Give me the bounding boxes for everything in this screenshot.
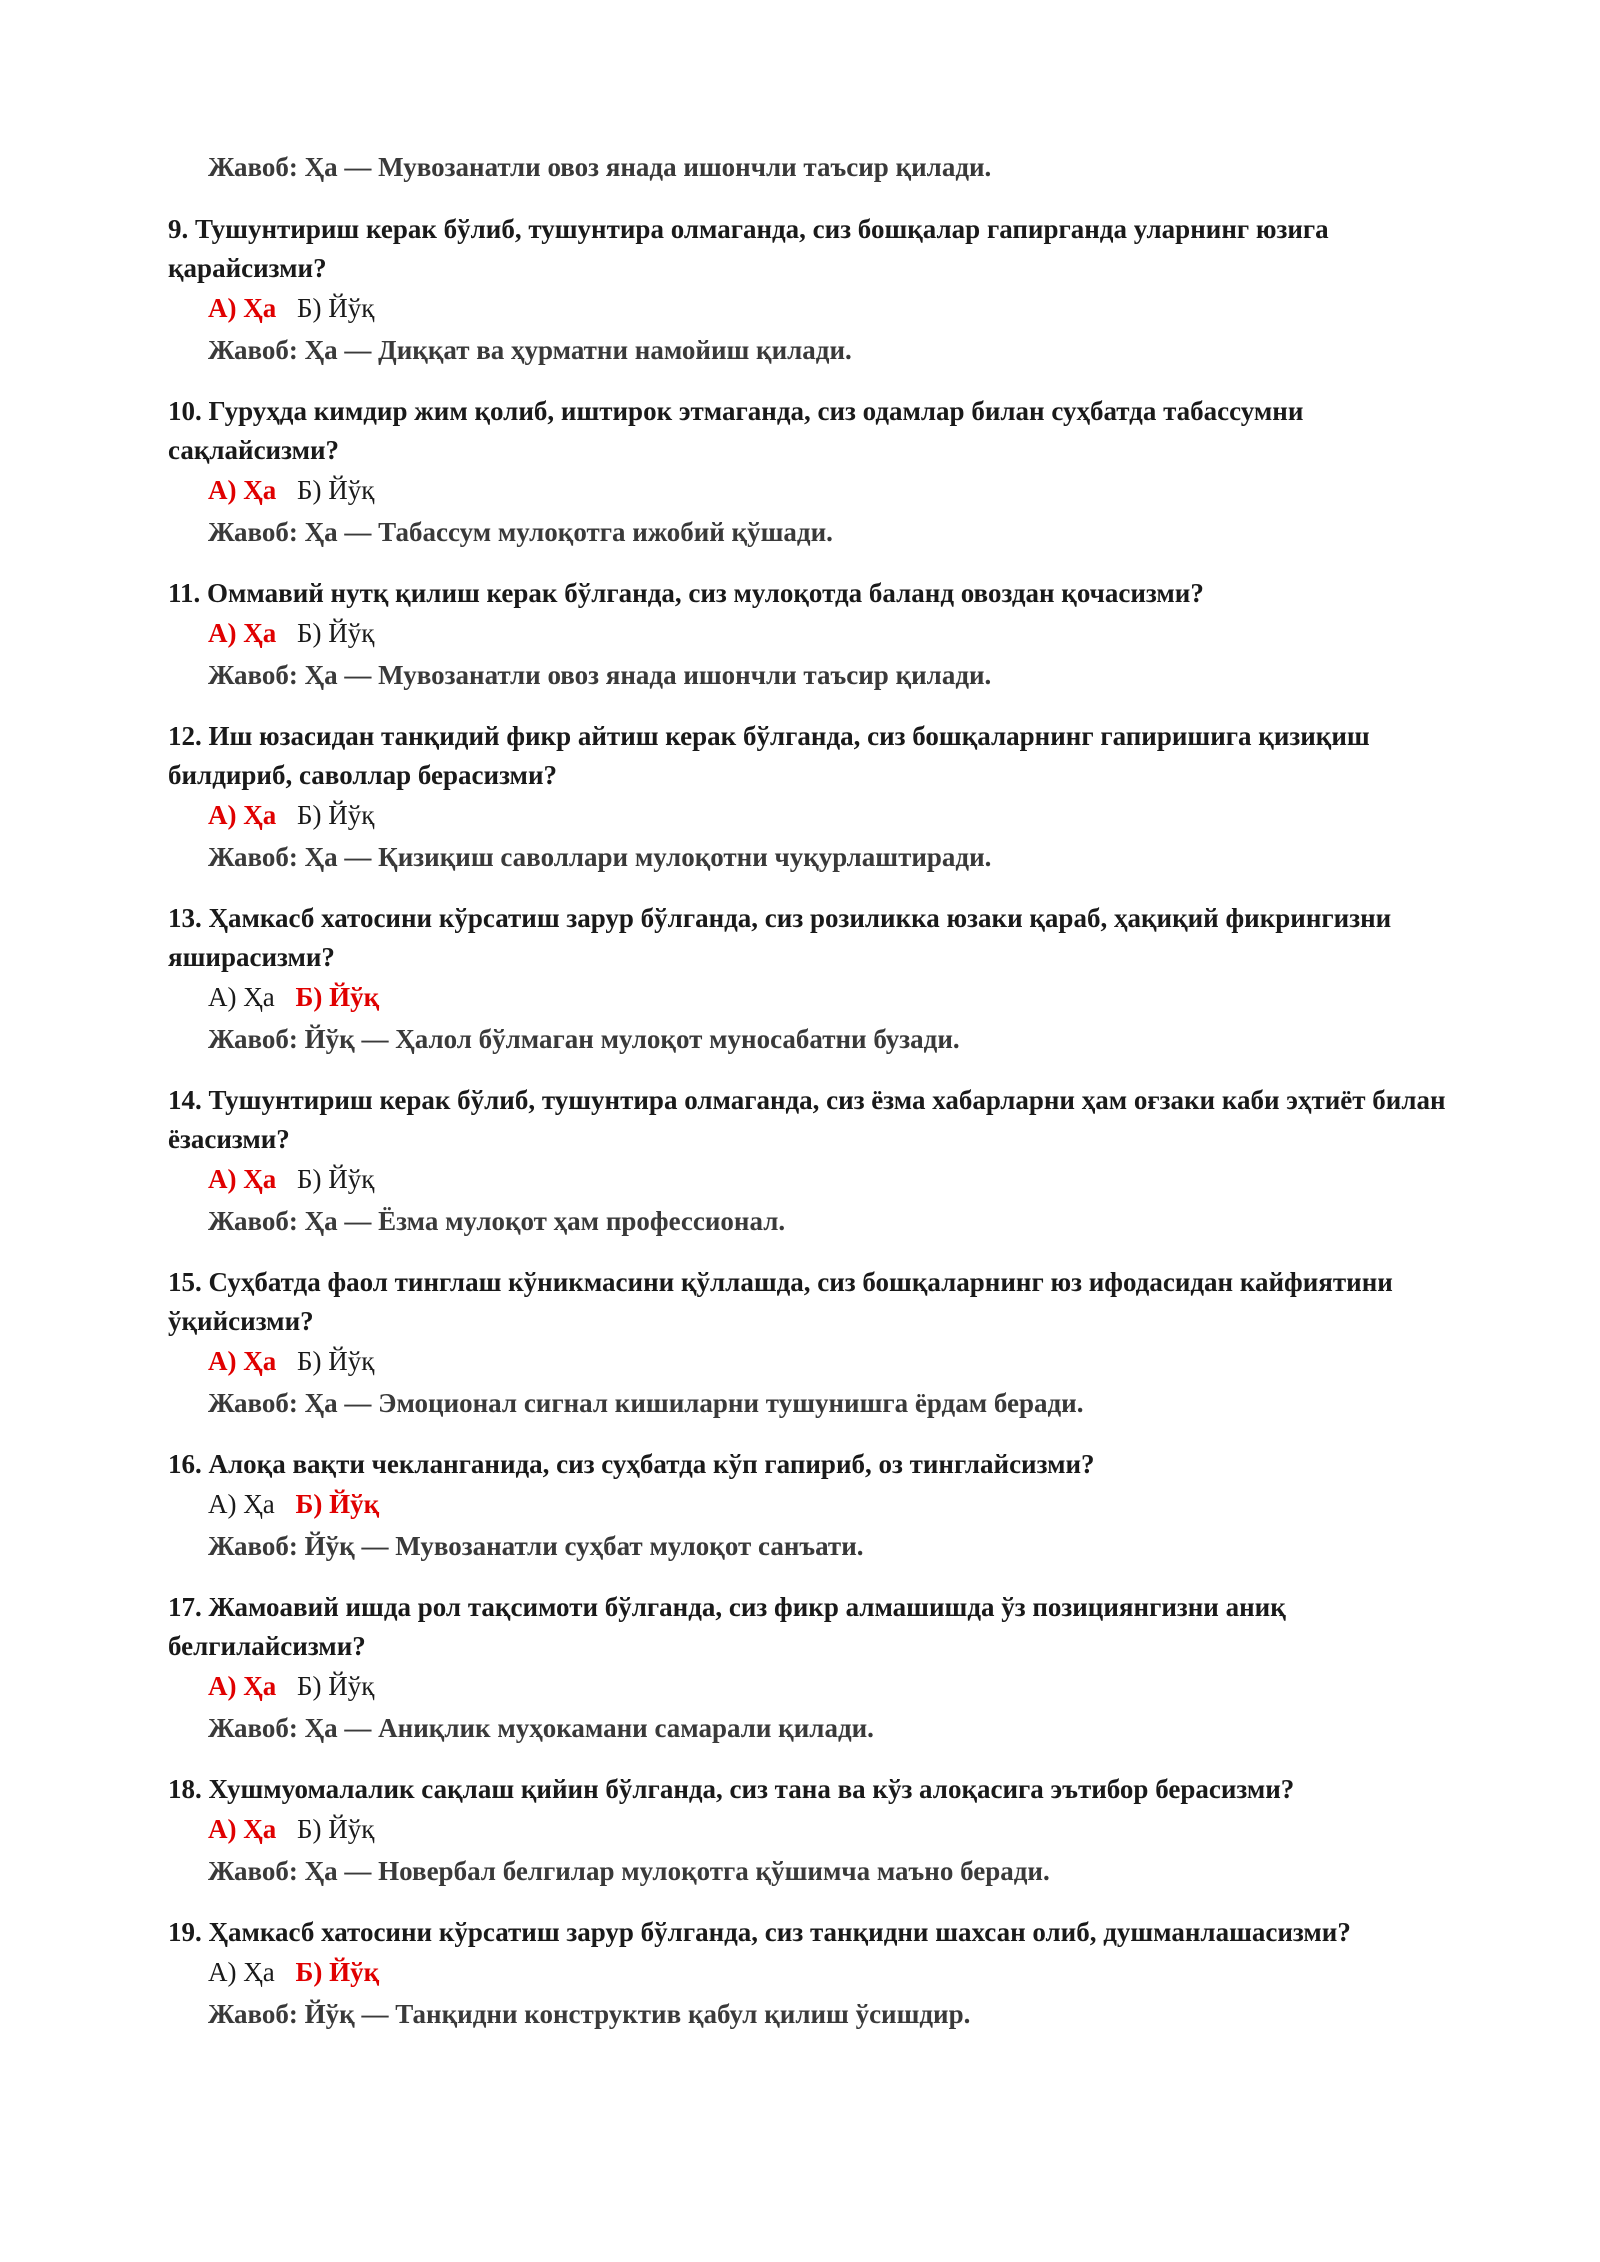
option-a: А) Ҳа	[208, 1346, 277, 1376]
answer-text: Жавоб: Йўқ — Танқидни конструктив қабул қилиш ўсишдир.	[208, 1999, 971, 2029]
question-item	[168, 210, 1468, 372]
option-b: Б) Йўқ	[295, 1489, 380, 1519]
question-text: 12. Иш юзасидан танқидий фикр айтиш керак бўлганда, сиз бошқаларнинг гапиришига қизиқиш билдириб, саволлар берасизми?	[168, 721, 1370, 790]
question-item	[168, 392, 1468, 554]
question-list	[168, 210, 1468, 2056]
question-item	[168, 574, 1468, 697]
answer-text: Жавоб: Ҳа — Мувозанатли овоз янада ишончли таъсир қилади.	[208, 152, 992, 182]
option-b: Б) Йўқ	[297, 618, 375, 648]
answer-text: Жавоб: Ҳа — Табассум мулоқотга ижобий қўшади.	[208, 517, 833, 547]
options-row	[168, 470, 1468, 510]
option-b: Б) Йўқ	[297, 475, 375, 505]
question-item	[168, 1263, 1468, 1425]
option-b: Б) Йўқ	[297, 293, 375, 323]
question-item	[168, 1445, 1468, 1568]
question-text: 17. Жамоавий ишда рол тақсимоти бўлганда, сиз фикр алмашишда ўз позициянгизни аниқ белгилайсизми?	[168, 1592, 1286, 1661]
answer-text: Жавоб: Йўқ — Мувозанатли суҳбат мулоқот санъати.	[208, 1531, 864, 1561]
answer-text: Жавоб: Ҳа — Аниқлик муҳокамани самарали қилади.	[208, 1713, 874, 1743]
question-item	[168, 1588, 1468, 1750]
answer-text: Жавоб: Ҳа — Новербал белгилар мулоқотга қўшимча маъно беради.	[208, 1856, 1050, 1886]
option-b: Б) Йўқ	[297, 1671, 375, 1701]
answer-text: Жавоб: Ҳа — Ёзма мулоқот ҳам профессионал.	[208, 1206, 786, 1236]
option-b: Б) Йўқ	[295, 982, 380, 1012]
option-b: Б) Йўқ	[295, 1957, 380, 1987]
question-text: 9. Тушунтириш керак бўлиб, тушунтира олмаганда, сиз бошқалар гапирганда уларнинг юзига қарайсизми?	[168, 214, 1329, 283]
question-item	[168, 1081, 1468, 1243]
answer-text: Жавоб: Ҳа — Эмоционал сигнал кишиларни тушунишга ёрдам беради.	[208, 1388, 1084, 1418]
question-item	[168, 1913, 1468, 2036]
options-row	[168, 1159, 1468, 1199]
option-b: Б) Йўқ	[297, 1814, 375, 1844]
answer-text: Жавоб: Ҳа — Диққат ва ҳурматни намойиш қилади.	[208, 335, 852, 365]
option-a: А) Ҳа	[208, 293, 277, 323]
answer-text: Жавоб: Ҳа — Мувозанатли овоз янада ишончли таъсир қилади.	[208, 660, 992, 690]
options-row	[168, 288, 1468, 328]
options-row	[168, 1809, 1468, 1849]
question-item	[168, 899, 1468, 1061]
option-a: А) Ҳа	[208, 1671, 277, 1701]
question-text: 15. Суҳбатда фаол тинглаш кўникмасини қўллашда, сиз бошқаларнинг юз ифодасидан кайфиятини ўқийсизми?	[168, 1267, 1393, 1336]
question-text: 11. Оммавий нутқ қилиш керак бўлганда, сиз мулоқотда баланд овоздан қочасизми?	[168, 578, 1204, 608]
question-text: 13. Ҳамкасб хатосини кўрсатиш зарур бўлганда, сиз розиликка юзаки қараб, ҳақиқий фикрингизни яширасизми?	[168, 903, 1392, 972]
option-b: Б) Йўқ	[297, 1164, 375, 1194]
options-row	[168, 977, 1468, 1017]
question-item	[168, 1770, 1468, 1893]
question-text: 18. Хушмуомалалик сақлаш қийин бўлганда, сиз тана ва кўз алоқасига эътибор берасизми?	[168, 1774, 1295, 1804]
option-a: А) Ҳа	[208, 475, 277, 505]
answer-text: Жавоб: Йўқ — Ҳалол бўлмаган мулоқот муносабатни бузади.	[208, 1024, 960, 1054]
question-text: 14. Тушунтириш керак бўлиб, тушунтира олмаганда, сиз ёзма хабарларни ҳам оғзаки каби эҳтиёт билан ёзасизми?	[168, 1085, 1446, 1154]
option-a: А) Ҳа	[208, 982, 275, 1012]
options-row	[168, 613, 1468, 653]
option-a: А) Ҳа	[208, 1164, 277, 1194]
option-b: Б) Йўқ	[297, 1346, 375, 1376]
question-item	[168, 717, 1468, 879]
option-a: А) Ҳа	[208, 800, 277, 830]
options-row	[168, 1666, 1468, 1706]
question-text: 19. Ҳамкасб хатосини кўрсатиш зарур бўлганда, сиз танқидни шахсан олиб, душманлашасизми?	[168, 1917, 1351, 1947]
answer-text: Жавоб: Ҳа — Қизиқиш саволлари мулоқотни чуқурлаштиради.	[208, 842, 992, 872]
option-a: А) Ҳа	[208, 1489, 275, 1519]
question-text: 10. Гуруҳда кимдир жим қолиб, иштирок этмаганда, сиз одамлар билан суҳбатда табассумни сақлайсизми?	[168, 396, 1304, 465]
option-b: Б) Йўқ	[297, 800, 375, 830]
option-a: А) Ҳа	[208, 618, 277, 648]
option-a: А) Ҳа	[208, 1957, 275, 1987]
options-row	[168, 795, 1468, 835]
options-row	[168, 1341, 1468, 1381]
question-text: 16. Алоқа вақти чекланганида, сиз суҳбатда кўп гапириб, оз тинглайсизми?	[168, 1449, 1095, 1479]
option-a: А) Ҳа	[208, 1814, 277, 1844]
options-row	[168, 1484, 1468, 1524]
options-row	[168, 1952, 1468, 1992]
